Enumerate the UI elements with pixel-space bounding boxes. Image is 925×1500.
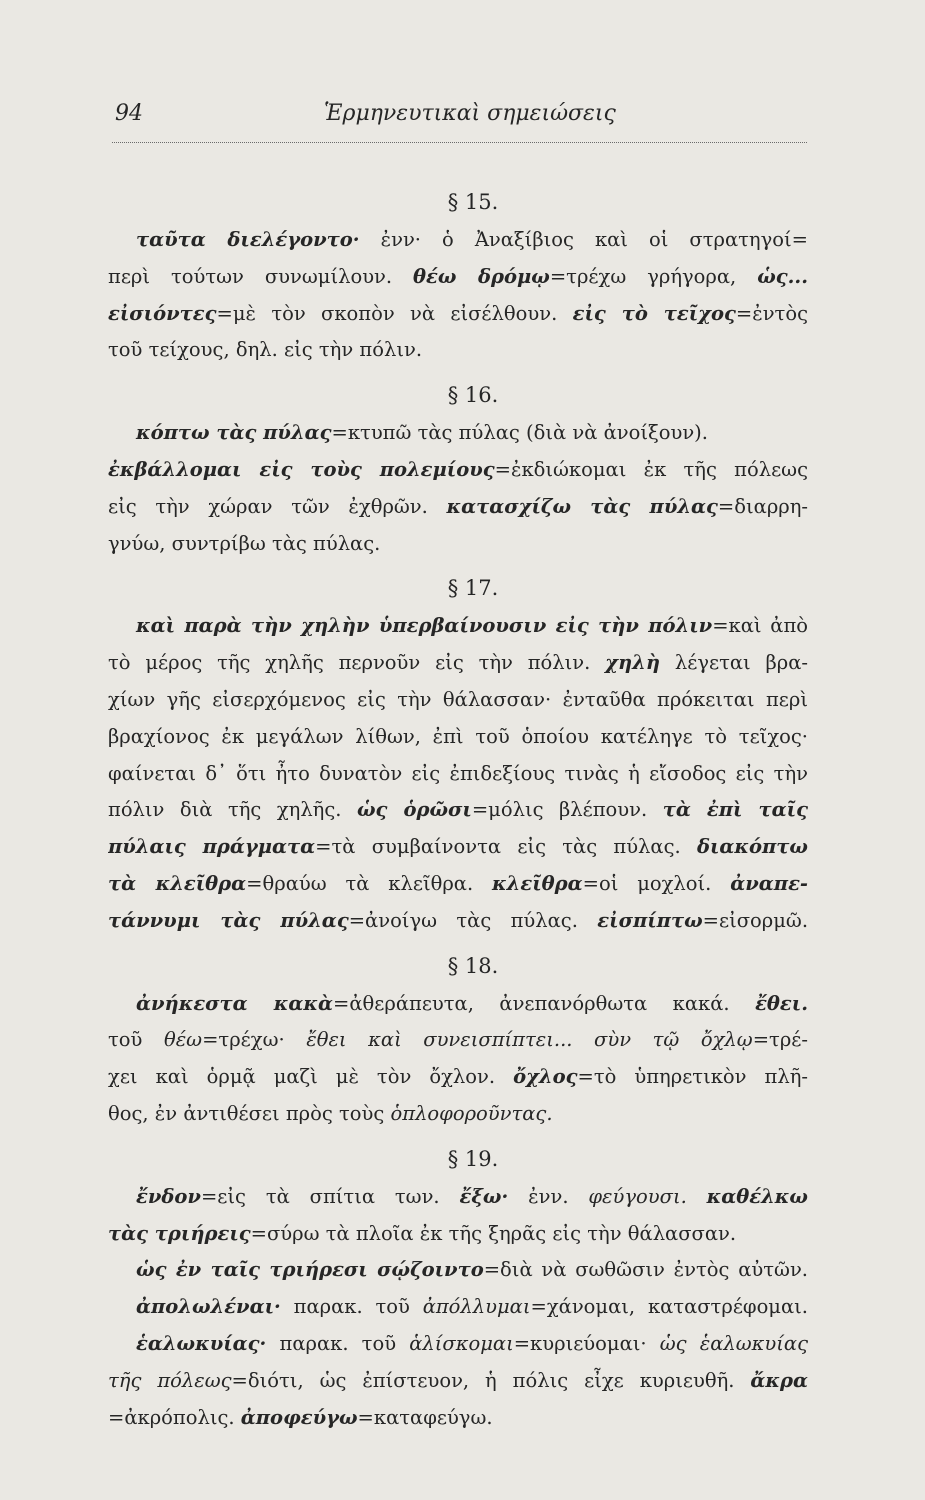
lemma: θέω δρόμῳ (413, 264, 550, 288)
text-line (108, 1363, 808, 1400)
gloss-text: τῆς πόλεως (108, 1368, 232, 1392)
lemma: ὡς... (757, 264, 808, 288)
text-line (108, 452, 808, 489)
section-number: § 18. (447, 953, 499, 978)
text-line (108, 986, 808, 1023)
lemma: τὰς τριήρεις (108, 1221, 251, 1245)
text-line (108, 1289, 808, 1326)
lemma: τὰ κλεῖθρα (108, 871, 247, 895)
text-line (108, 222, 808, 259)
gloss-text: θέω (163, 1028, 203, 1052)
lemma: καὶ παρὰ τὴν χηλὴν ὑπερβαίνουσιν εἰς τὴν πόλιν (136, 614, 713, 638)
gloss-text: =ἐντὸς (735, 301, 808, 325)
running-header (112, 96, 807, 136)
gloss-text: =τρέχω γρήγορα, (549, 264, 758, 288)
section-number: § 19. (447, 1146, 499, 1171)
text-line (108, 489, 808, 526)
lemma: εἰσπίπτω (597, 908, 703, 932)
lemma: χηλὴ (605, 651, 661, 675)
gloss-text: παρακ. τοῦ (280, 1295, 423, 1319)
gloss-text: περὶ τούτων συνωμίλουν. (108, 264, 414, 288)
text-line (108, 1022, 808, 1059)
gloss-text: =διὰ νὰ σωθῶσιν ἐντὸς αὐτῶν. (483, 1258, 808, 1282)
text-line (108, 866, 808, 903)
gloss-text: πόλιν διὰ τῆς χηλῆς. (108, 798, 357, 822)
text-line (108, 1096, 808, 1133)
section-number: § 16. (447, 383, 499, 408)
gloss-text: =μὲ τὸν σκοπὸν νὰ εἰσέλθουν. (216, 301, 573, 325)
text-line (108, 645, 808, 682)
text-line (108, 1400, 808, 1437)
gloss-text: ἔθει καὶ συνεισπίπτει... σὺν τῷ ὄχλῳ (306, 1028, 753, 1052)
gloss-text: =μόλις βλέπουν. (471, 798, 663, 822)
text-line (108, 756, 808, 793)
page-body (108, 176, 808, 1436)
text-line (108, 415, 808, 452)
lemma: ὡς ὁρῶσι (356, 798, 472, 822)
lemma: εἰς τὸ τεῖχος (572, 301, 736, 325)
gloss-text: λέγεται βρα- (660, 651, 808, 675)
gloss-text: γνύω, συντρίβω τὰς πύλας. (108, 531, 381, 555)
gloss-text: =διαρρη- (717, 494, 808, 518)
gloss-text: =τρέ- (752, 1028, 808, 1052)
text-line (108, 829, 808, 866)
lemma: ὡς ἐν ταῖς τριήρεσι σῴζοιντο (136, 1258, 484, 1282)
gloss-text: =καὶ ἀπὸ (712, 614, 808, 638)
lemma: ἐκβάλλομαι εἰς τοὺς πολεμίους (108, 457, 495, 481)
header-rule (112, 142, 807, 143)
lemma: κόπτω τὰς πύλας (136, 421, 332, 445)
text-line (108, 682, 808, 719)
lemma: ἀναπε- (730, 871, 808, 895)
lemma: κατασχίζω τὰς πύλας (446, 494, 718, 518)
gloss-text: βραχίονος ἐκ μεγάλων λίθων, ἐπὶ τοῦ ὁποίου κατέληγε τὸ τεῖχος· (108, 724, 808, 748)
lemma: ἔνδον (136, 1184, 201, 1208)
lemma: ἀνήκεστα κακὰ (136, 991, 334, 1015)
lemma: τὰ ἐπὶ ταῖς (662, 798, 808, 822)
gloss-text: =ἀκρόπολις. (108, 1405, 241, 1429)
gloss-text: =οἱ μοχλοί. (582, 871, 731, 895)
text-line (108, 1252, 808, 1289)
gloss-text: ὁπλοφοροῦντας. (390, 1101, 553, 1125)
gloss-text: =εἰσορμῶ. (702, 908, 808, 932)
lemma: εἰσιόντες (108, 301, 217, 325)
lemma: καθέλκω (706, 1184, 808, 1208)
running-title: Ἑρμηνευτικαὶ σημειώσεις (324, 101, 616, 126)
gloss-text: παρακ. τοῦ (266, 1331, 410, 1355)
gloss-text: =τὸ ὑπηρετικὸν πλῆ- (577, 1065, 808, 1089)
lemma: πύλαις πράγματα (108, 835, 316, 859)
text-line (108, 1179, 808, 1216)
lemma: ἑαλωκυίας· (136, 1331, 267, 1355)
text-line (108, 332, 808, 369)
gloss-text: =καταφεύγω. (357, 1405, 493, 1429)
gloss-text: τοῦ (108, 1028, 164, 1052)
gloss-text: χίων γῆς εἰσερχόμενος εἰς τὴν θάλασσαν· ἐνταῦθα πρόκειται περὶ (108, 687, 808, 711)
gloss-text: =κυριεύομαι· (513, 1331, 660, 1355)
gloss-text: =ἐκδιώκομαι ἐκ τῆς πόλεως (494, 457, 808, 481)
gloss-text: =ἀθεράπευτα, ἀνεπανόρθωτα κακά. (333, 991, 756, 1015)
gloss-text: χει καὶ ὁρμᾷ μαζὶ μὲ τὸν ὄχλον. (108, 1065, 514, 1089)
lemma: διακόπτω (696, 835, 808, 859)
gloss-text: εἰς τὴν χώραν τῶν ἐχθρῶν. (108, 494, 447, 518)
gloss-text: τὸ μέρος τῆς χηλῆς περνοῦν εἰς τὴν πόλιν. (108, 651, 606, 675)
page-number: 94 (115, 101, 143, 126)
text-line (108, 259, 808, 296)
text-line (108, 296, 808, 333)
lemma: κλεῖθρα (492, 871, 583, 895)
lemma: τάννυμι τὰς πύλας (108, 908, 349, 932)
text-line (108, 526, 808, 563)
gloss-text: ἁλίσκομαι (409, 1331, 514, 1355)
lemma: ἀπολωλέναι· (136, 1295, 281, 1319)
gloss-text: =σύρω τὰ πλοῖα ἐκ τῆς ξηρᾶς εἰς τὴν θάλασσαν. (250, 1221, 737, 1245)
gloss-text: =διότι, ὡς ἐπίστευον, ἡ πόλις εἶχε κυριευθῆ. (231, 1368, 751, 1392)
lemma: ἀποφεύγω (240, 1405, 358, 1429)
lemma: ἄκρα (750, 1368, 808, 1392)
gloss-text: τοῦ τείχους, δηλ. εἰς τὴν πόλιν. (108, 338, 423, 362)
gloss-text: ἐνν· ὁ Ἀναξίβιος καὶ οἱ στρατηγοί= (359, 228, 808, 251)
lemma: ταῦτα διελέγοντο· (136, 228, 360, 251)
text-line (108, 1216, 808, 1253)
text-line (108, 1059, 808, 1096)
text-line (108, 903, 808, 940)
gloss-text: =εἰς τὰ σπίτια των. (200, 1184, 460, 1208)
gloss-text: φεύγουσι. (588, 1184, 707, 1208)
gloss-text: =ἀνοίγω τὰς πύλας. (348, 908, 598, 932)
text-line (108, 608, 808, 645)
gloss-text: =τρέχω· (202, 1028, 307, 1052)
text-line (108, 1326, 808, 1363)
gloss-text: φαίνεται δ᾽ ὅτι ἦτο δυνατὸν εἰς ἐπιδεξίους τινὰς ἡ εἴσοδος εἰς τὴν (108, 761, 808, 785)
gloss-text: =κτυπῶ τὰς πύλας (διὰ νὰ ἀνοίξουν). (331, 421, 708, 445)
section-number: § 15. (447, 190, 499, 214)
text-line (108, 792, 808, 829)
gloss-text: =τὰ συμβαίνοντα εἰς τὰς πύλας. (315, 835, 697, 859)
section-number: § 17. (447, 576, 499, 601)
gloss-text: =θραύω τὰ κλεῖθρα. (246, 871, 493, 895)
gloss-text: ὡς ἑαλωκυίας (659, 1331, 808, 1355)
lemma: ἔξω· (459, 1184, 509, 1208)
gloss-text: θος, ἐν ἀντιθέσει πρὸς τοὺς (108, 1101, 391, 1125)
lemma: ὄχλος (513, 1065, 578, 1089)
gloss-text: =χάνομαι, καταστρέφομαι. (530, 1295, 808, 1319)
gloss-text: ἐνν. (508, 1184, 589, 1208)
text-line (108, 719, 808, 756)
lemma: ἔθει. (755, 991, 808, 1015)
gloss-text: ἀπόλλυμαι (422, 1295, 531, 1319)
